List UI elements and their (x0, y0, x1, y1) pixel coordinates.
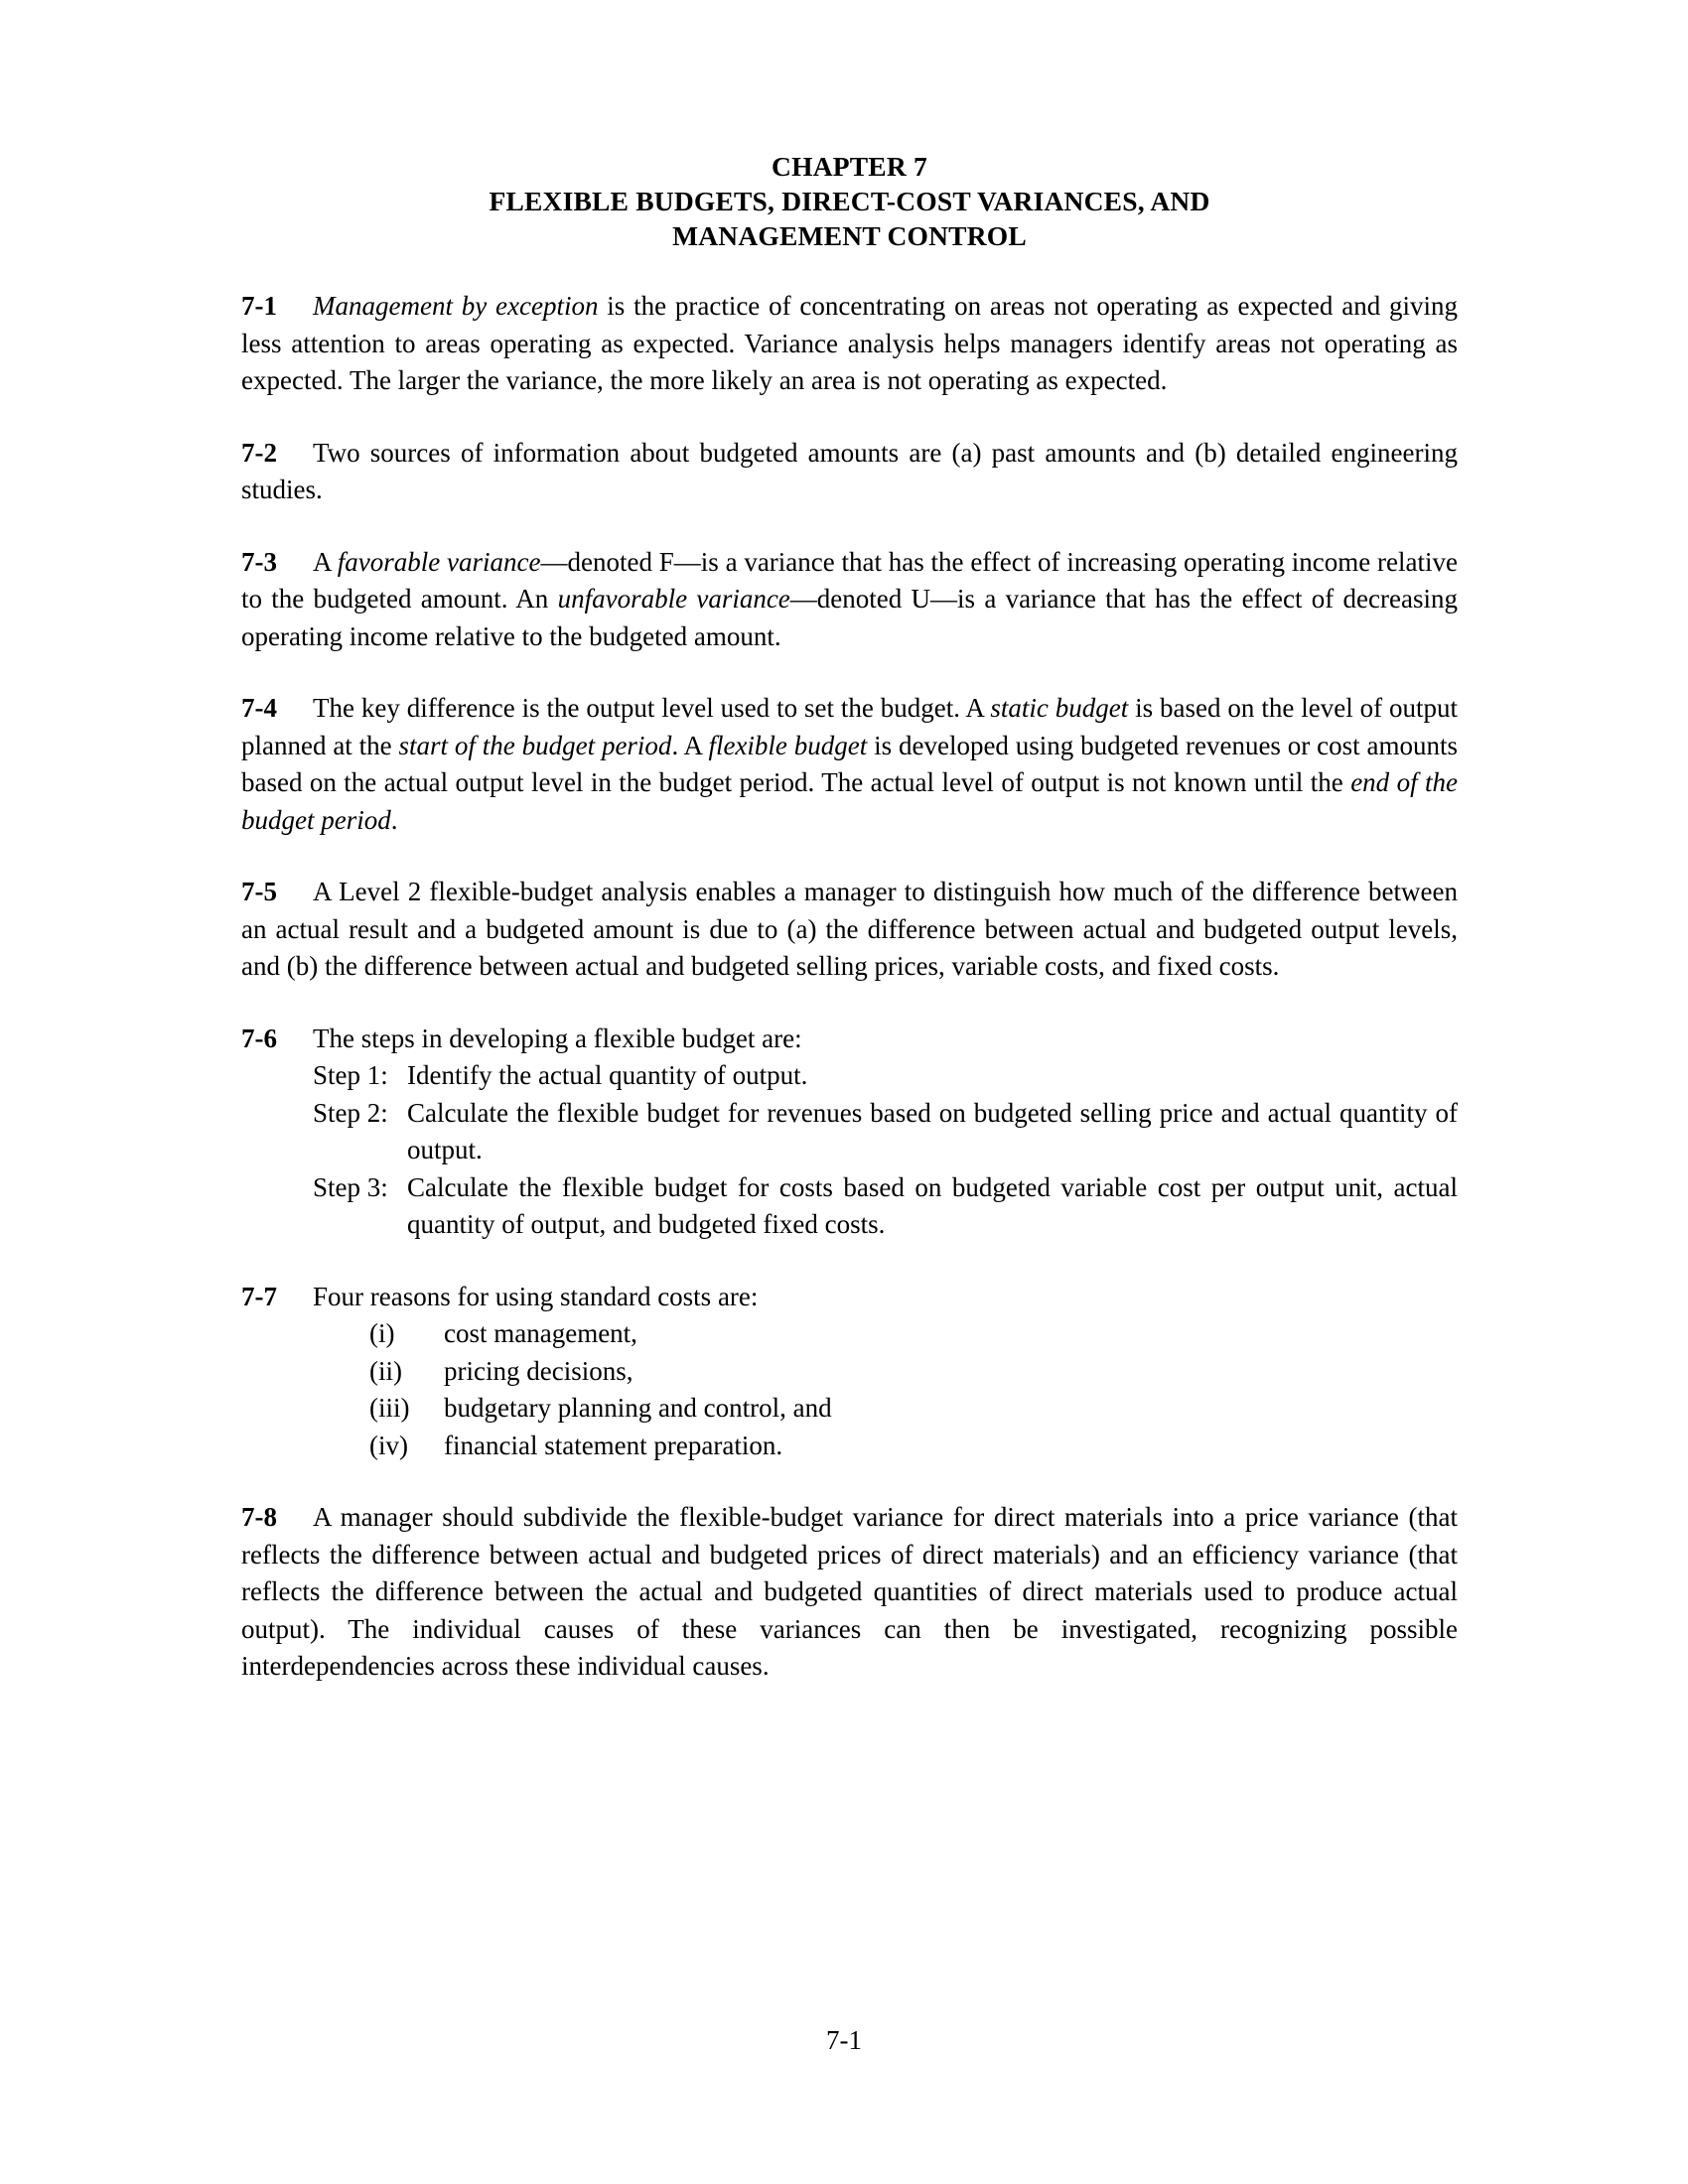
heading-line-chapter: CHAPTER 7 (772, 151, 927, 182)
body-text-run: A Level 2 flexible-budget analysis enables a manager to distinguish how much of the difference between an actual result and a budgeted amount is due to (a) the difference between actual and budgeted output levels, and (b) the difference between actual and budgeted selling prices, variable costs, and fixed costs. (241, 877, 1458, 981)
qa-item-7-5 (241, 874, 1458, 986)
qa-text (241, 291, 1458, 395)
qa-number: 7-5 (241, 877, 277, 906)
heading-line-title-2: MANAGEMENT CONTROL (672, 220, 1027, 251)
qa-text (241, 1502, 1458, 1681)
qa-lead-text: Four reasons for using standard costs are: (313, 1281, 759, 1311)
qa-number: 7-1 (241, 291, 277, 321)
emphasized-term: start of the budget period (398, 730, 672, 760)
qa-item-7-1 (241, 288, 1458, 400)
qa-paragraph (241, 874, 1458, 986)
page-content (241, 149, 1458, 1686)
step-label: Step 1: (313, 1060, 388, 1090)
step-text: Calculate the flexible budget for costs based on budgeted variable cost per output unit, actual quantity of output, and budgeted fixed costs. (407, 1171, 1458, 1239)
qa-text (241, 438, 1458, 505)
step-item (313, 1169, 1458, 1244)
qa-paragraph-lead (241, 1021, 1458, 1058)
qa-paragraph (241, 544, 1458, 656)
reason-label: (iii) (369, 1393, 410, 1423)
qa-number: 7-2 (241, 437, 277, 468)
qa-text (241, 547, 1458, 651)
page-footer (0, 2025, 1688, 2056)
qa-item-7-8 (241, 1499, 1458, 1686)
qa-number: 7-7 (241, 1281, 277, 1311)
reason-text: cost management, (444, 1318, 637, 1348)
step-label: Step 2: (313, 1097, 388, 1128)
emphasized-term: Management by exception (313, 291, 599, 321)
qa-item-7-2 (241, 435, 1458, 509)
step-label: Step 3: (313, 1171, 388, 1202)
qa-paragraph (241, 288, 1458, 400)
body-text-run: A (313, 546, 338, 577)
body-text-run: A manager should subdivide the flexible-budget variance for direct materials into a price variance (that reflects the difference between actual and budgeted prices of direct materials) and an efficiency variance (that reflects the difference between the actual and budgeted quantities of direct materials used to produce actual output). The individual causes of these variances can then be investigated, recognizing possible interdependencies across these individual causes. (241, 1502, 1458, 1681)
footer-page-number: 7-1 (826, 2025, 862, 2055)
qa-text (241, 693, 1458, 835)
reason-label: (ii) (369, 1355, 402, 1386)
qa-paragraph (241, 1499, 1458, 1686)
reason-item (369, 1315, 1458, 1353)
qa-paragraph (241, 435, 1458, 509)
qa-paragraph (241, 690, 1458, 839)
qa-item-7-3 (241, 544, 1458, 656)
steps-list (241, 1057, 1458, 1244)
qa-text (241, 877, 1458, 981)
step-text: Calculate the flexible budget for revenues based on budgeted selling price and actual quantity of output. (407, 1097, 1458, 1164)
reason-label: (iv) (369, 1430, 408, 1460)
reason-text: budgetary planning and control, and (444, 1393, 832, 1423)
body-text-run: is developed using budgeted revenues or cost amounts based on the actual output level in the budget period. The actual level of output is not known until the (241, 730, 1458, 797)
qa-number: 7-3 (241, 546, 277, 577)
qa-item-7-6 (241, 1021, 1458, 1244)
body-text-run: is based on the level of output planned at the (241, 693, 1459, 760)
qa-item-7-7 (241, 1279, 1458, 1465)
emphasized-term: favorable variance (337, 546, 541, 577)
qa-lead-text: The steps in developing a flexible budget are: (313, 1023, 802, 1053)
reason-text: pricing decisions, (444, 1355, 633, 1386)
reason-label: (i) (369, 1318, 395, 1348)
reason-item (369, 1428, 1458, 1465)
step-item (313, 1095, 1458, 1169)
body-text-run: . (390, 804, 398, 835)
qa-item-7-4 (241, 690, 1458, 839)
body-text-run: The key difference is the output level used to set the budget. A (313, 693, 991, 723)
body-text-run: is the practice of concentrating on areas not operating as expected and giving less attention to areas operating as expected. Variance analysis helps managers identify areas not operating as expected. The larger the variance, the more likely an area is not operating as expected. (241, 291, 1458, 395)
qa-number: 7-8 (241, 1502, 277, 1532)
body-text-run: . A (671, 730, 709, 760)
emphasized-term: unfavorable variance (557, 584, 790, 614)
body-text-run: —denoted U—is a variance that has the effect of decreasing operating income relative to the budgeted amount. (241, 584, 1458, 651)
reason-text: financial statement preparation. (444, 1430, 783, 1460)
qa-number: 7-6 (241, 1023, 277, 1053)
qa-number: 7-4 (241, 693, 277, 723)
step-text: Identify the actual quantity of output. (407, 1060, 808, 1090)
step-item (313, 1057, 1458, 1095)
heading-line-title-1: FLEXIBLE BUDGETS, DIRECT-COST VARIANCES, AND (489, 186, 1210, 216)
emphasized-term: flexible budget (708, 730, 868, 760)
emphasized-term: end of the budget period (241, 767, 1458, 835)
body-text-run: Two sources of information about budgeted amounts are (a) past amounts and (b) detailed engineering studies. (241, 437, 1458, 504)
reason-item (369, 1353, 1458, 1391)
body-text-run: —denoted F—is a variance that has the effect of increasing operating income relative to the budgeted amount. An (241, 546, 1458, 614)
qa-paragraph-lead (241, 1279, 1458, 1316)
page-heading (241, 149, 1458, 253)
emphasized-term: static budget (990, 693, 1129, 723)
reasons-list (241, 1315, 1458, 1464)
reason-item (369, 1390, 1458, 1428)
